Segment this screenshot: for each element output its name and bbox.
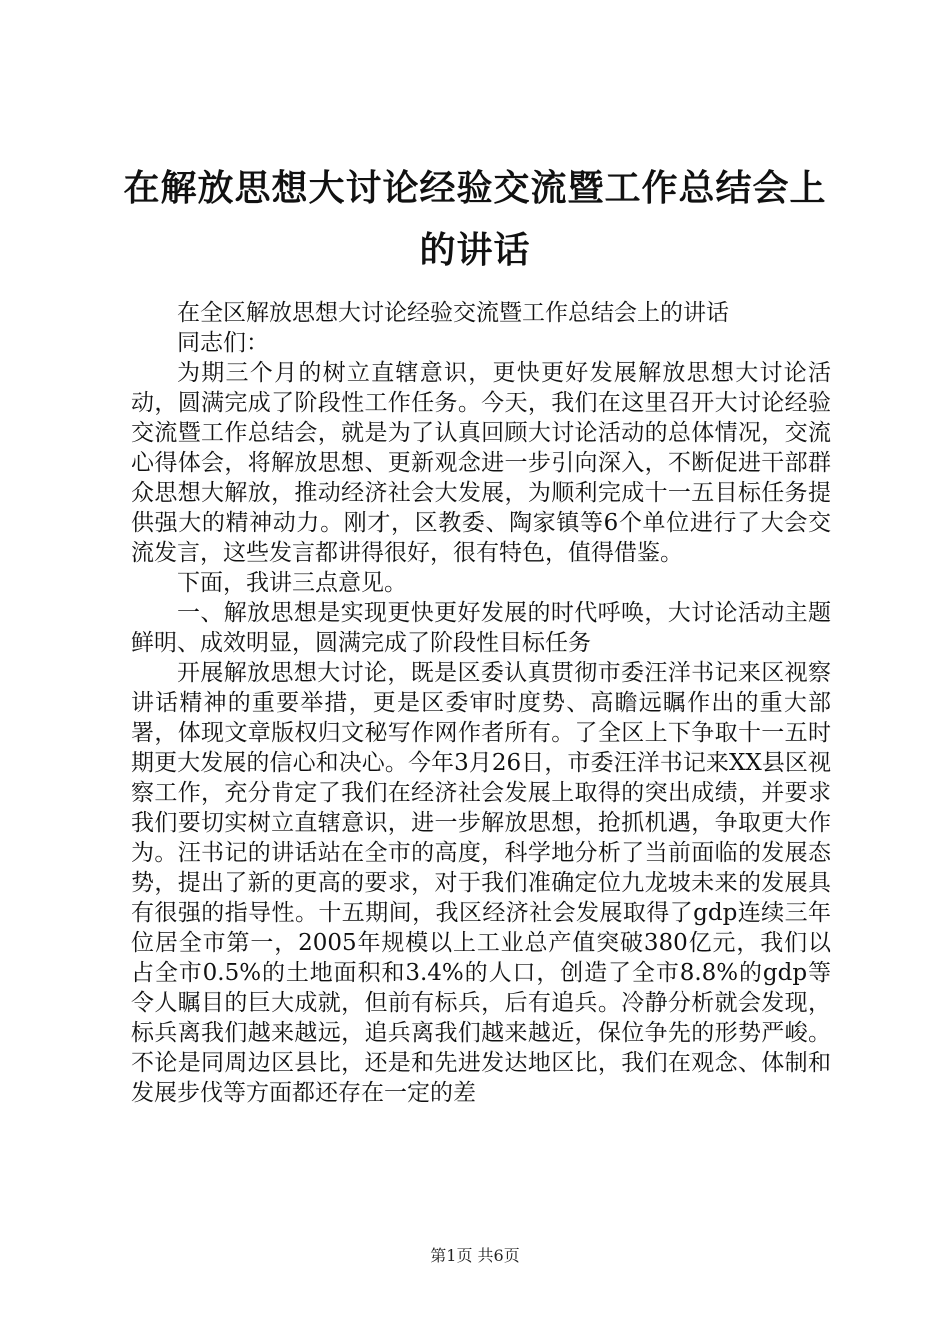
paragraph-section-one: 开展解放思想大讨论，既是区委认真贯彻市委汪洋书记来区视察讲话精神的重要举措，更是区委审时度势、高瞻远瞩作出的重大部署，体现文章版权归文秘写作网作者所有。了全区上下争取十一五时期更大发展的信心和决心。今年3月26日，市委汪洋书记来XX县区视察工作，充分肯定了我们在经济社会发展上取得的突出成绩，并要求我们要切实树立直辖意识，进一步解放思想，抢抓机遇，争取更大作为。汪书记的讲话站在全市的高度，科学地分析了当前面临的发展态势，提出了新的更高的要求，对于我们准确定位九龙坡未来的发展具有很强的指导性。十五期间，我区经济社会发展取得了gdp连续三年位居全市第一，2005年规模以上工业总产值突破380亿元，我们以占全市0.5%的土地面积和3.4%的人口，创造了全市8.8%的gdp等令人瞩目的巨大成就，但前有标兵，后有追兵。冷静分析就会发现，标兵离我们越来越远，追兵离我们越来越近，保位争先的形势严峻。不论是同周边区县比，还是和先进发达地区比，我们在观念、体制和发展步伐等方面都还存在一定的差 [131,660,831,1106]
section-heading-one: 一、解放思想是实现更快更好发展的时代呼唤，大讨论活动主题鲜明、成效明显，圆满完成了阶段性目标任务 [131,600,831,656]
paragraph-salutation: 同志们： [177,330,269,356]
document-body [131,298,831,1108]
page-number-footer: 第1页 共6页 [430,1246,520,1265]
paragraph-outline: 下面，我讲三点意见。 [177,570,407,596]
document-title: 在解放思想大讨论经验交流暨工作总结会上的讲话 [123,168,827,271]
paragraph-subtitle: 在全区解放思想大讨论经验交流暨工作总结会上的讲话 [177,300,729,326]
paragraph-intro: 为期三个月的树立直辖意识，更快更好发展解放思想大讨论活动，圆满完成了阶段性工作任务。今天，我们在这里召开大讨论经验交流暨工作总结会，就是为了认真回顾大讨论活动的总体情况，交流心得体会，将解放思想、更新观念进一步引向深入，不断促进干部群众思想大解放，推动经济社会大发展，为顺利完成十一五目标任务提供强大的精神动力。刚才，区教委、陶家镇等6个单位进行了大会交流发言，这些发言都讲得很好，很有特色，值得借鉴。 [131,360,831,566]
